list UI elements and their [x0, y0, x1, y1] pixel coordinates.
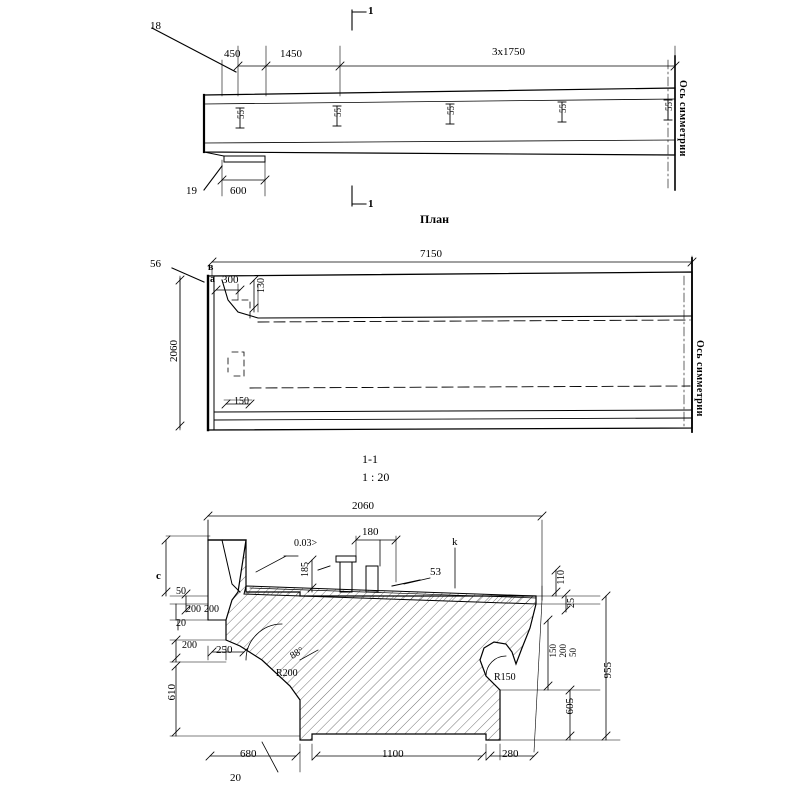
dim-610: 610	[166, 684, 178, 701]
dim-150-right: 150	[548, 644, 558, 658]
callout-v: в	[208, 262, 214, 273]
stud-label-5: 55	[664, 102, 674, 111]
callout-c: c	[156, 570, 161, 582]
callout-k: k	[452, 536, 458, 548]
dim-2060-cross: 2060	[352, 500, 374, 512]
dim-1100: 1100	[382, 748, 404, 760]
dim-1450: 1450	[280, 48, 302, 60]
symmetry-axis-middle: Ось симметрии	[694, 340, 705, 417]
dim-185: 185	[300, 562, 311, 577]
callout-19: 19	[186, 185, 197, 197]
callout-18: 18	[150, 20, 161, 32]
stud-label-4: 55	[558, 104, 568, 113]
dim-130: 130	[256, 278, 267, 293]
dim-180: 180	[362, 526, 379, 538]
dim-200-c: 200	[182, 640, 197, 651]
dim-50-top: 50	[176, 586, 186, 597]
section-mark-top: 1	[368, 5, 374, 17]
callout-53: 53	[430, 566, 441, 578]
radius-r150: R150	[494, 672, 516, 683]
caption-plan: План	[420, 212, 449, 226]
dim-3x1750: 3x1750	[492, 46, 525, 58]
caption-scale: 1 : 20	[362, 470, 390, 484]
dim-200-b: 200	[204, 604, 219, 615]
callout-a: а	[210, 274, 215, 285]
slope-label: 0.03>	[294, 538, 318, 549]
dim-50-right: 50	[568, 648, 578, 657]
dim-20: 20	[176, 618, 186, 629]
dim-150-middle: 150	[234, 396, 249, 407]
dim-605: 605	[564, 698, 576, 715]
section-mark-bottom: 1	[368, 198, 374, 210]
symmetry-axis-top: Ось симметрии	[677, 80, 688, 157]
dim-110: 110	[556, 570, 567, 585]
dim-25: 25	[566, 598, 577, 608]
dim-680: 680	[240, 748, 257, 760]
dim-450: 450	[224, 48, 241, 60]
dim-2060-middle: 2060	[168, 340, 180, 362]
caption-section: 1-1	[362, 452, 378, 466]
dim-200-a: 200	[186, 604, 201, 615]
stud-label-3: 55	[446, 106, 456, 115]
angle-88: 88°	[288, 645, 306, 662]
dim-200-right: 200	[558, 644, 568, 658]
dim-955: 955	[602, 662, 614, 679]
dim-7150: 7150	[420, 248, 442, 260]
callout-56: 56	[150, 258, 161, 270]
dim-280: 280	[502, 748, 519, 760]
radius-r200: R200	[276, 668, 298, 679]
dim-300: 300	[222, 274, 239, 286]
callout-20-bottom: 20	[230, 772, 241, 784]
dim-250: 250	[216, 644, 233, 656]
stud-label-1: 55	[236, 110, 246, 119]
stud-label-2: 55	[333, 108, 343, 117]
dim-600: 600	[230, 185, 247, 197]
